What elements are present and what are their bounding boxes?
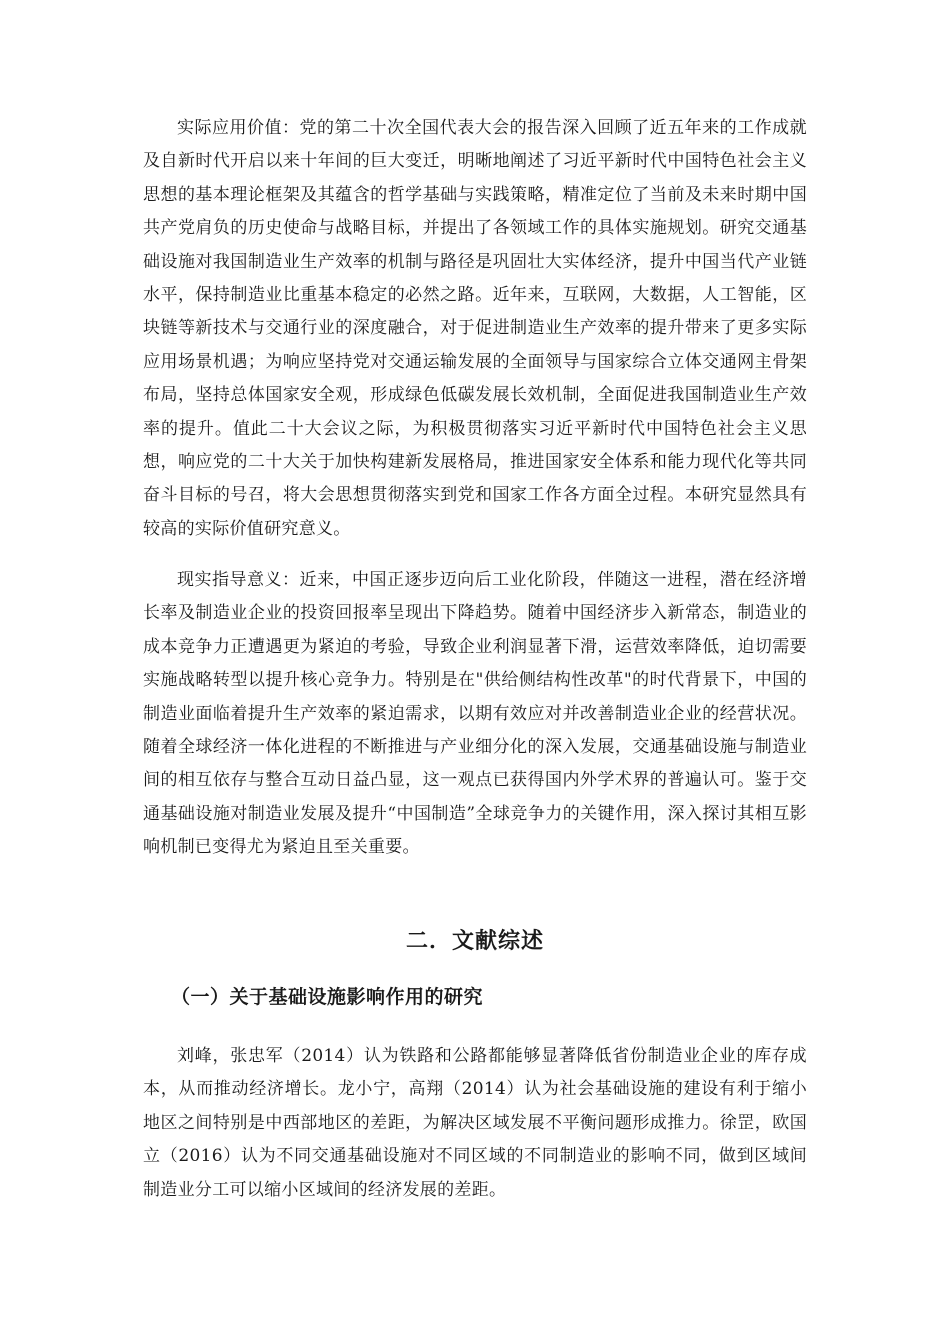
practical-guidance-paragraph: 现实指导意义：近来，中国正逐步迈向后工业化阶段，伴随这一进程，潜在经济增长率及制造业企业的投资回报率呈现出下降趋势。随着中国经济步入新常态，制造业的成本竞争力正遭遇更为紧迫的考验，导致企业利润显著下滑，运营效率降低，迫切需要实施战略转型以提升核心竞争力。特别是在"供给侧结构性改革"的时代背景下，中国的制造业面临着提升生产效率的紧迫需求，以期有效应对并改善制造业企业的经营状况。随着全球经济一体化进程的不断推进与产业细分化的深入发展，交通基础设施与制造业间的相互依存与整合互动日益凸显，这一观点已获得国内外学术界的普遍认可。鉴于交通基础设施对制造业发展及提升“中国制造”全球竞争力的关键作用，深入探讨其相互影响机制已变得尤为紧迫且至关重要。	[143, 570, 807, 858]
practical-value-paragraph: 实际应用价值：党的第二十次全国代表大会的报告深入回顾了近五年来的工作成就及自新时代开启以来十年间的巨大变迁，明晰地阐述了习近平新时代中国特色社会主义思想的基本理论框架及其蕴含的哲学基础与实践策略，精准定位了当前及未来时期中国共产党肩负的历史使命与战略目标，并提出了各领域工作的具体实施规划。研究交通基础设施对我国制造业生产效率的机制与路径是巩固壮大实体经济，提升中国当代产业链水平，保持制造业比重基本稳定的必然之路。近年来，互联网，大数据，人工智能，区块链等新技术与交通行业的深度融合，对于促进制造业生产效率的提升带来了更多实际应用场景机遇；为响应坚持党对交通运输发展的全面领导与国家综合立体交通网主骨架布局，坚持总体国家安全观，形成绿色低碳发展长效机制，全面促进我国制造业生产效率的提升。值此二十大会议之际，为积极贯彻落实习近平新时代中国特色社会主义思想，响应党的二十大关于加快构建新发展格局，推进国家安全体系和能力现代化等共同奋斗目标的号召，将大会思想贯彻落实到党和国家工作各方面全过程。本研究显然具有较高的实际价值研究意义。	[143, 118, 807, 539]
literature-block	[143, 1040, 807, 1207]
sub-section-title: （一）关于基础设施影响作用的研究	[171, 986, 484, 1008]
section-title: 二．文献综述	[405, 929, 544, 954]
literature-paragraph: 刘峰，张忠军（2014）认为铁路和公路都能够显著降低省份制造业企业的库存成本，从而推动经济增长。龙小宁，高翔（2014）认为社会基础设施的建设有利于缩小地区之间特别是中西部地区的差距，为解决区域发展不平衡问题形成推力。徐罡，欧国立（2016）认为不同交通基础设施对不同区域的不同制造业的影响不同，做到区域间制造业分工可以缩小区域间的经济发展的差距。	[143, 1046, 807, 1200]
guidance-block	[143, 564, 807, 865]
practical-value-block	[143, 112, 807, 546]
